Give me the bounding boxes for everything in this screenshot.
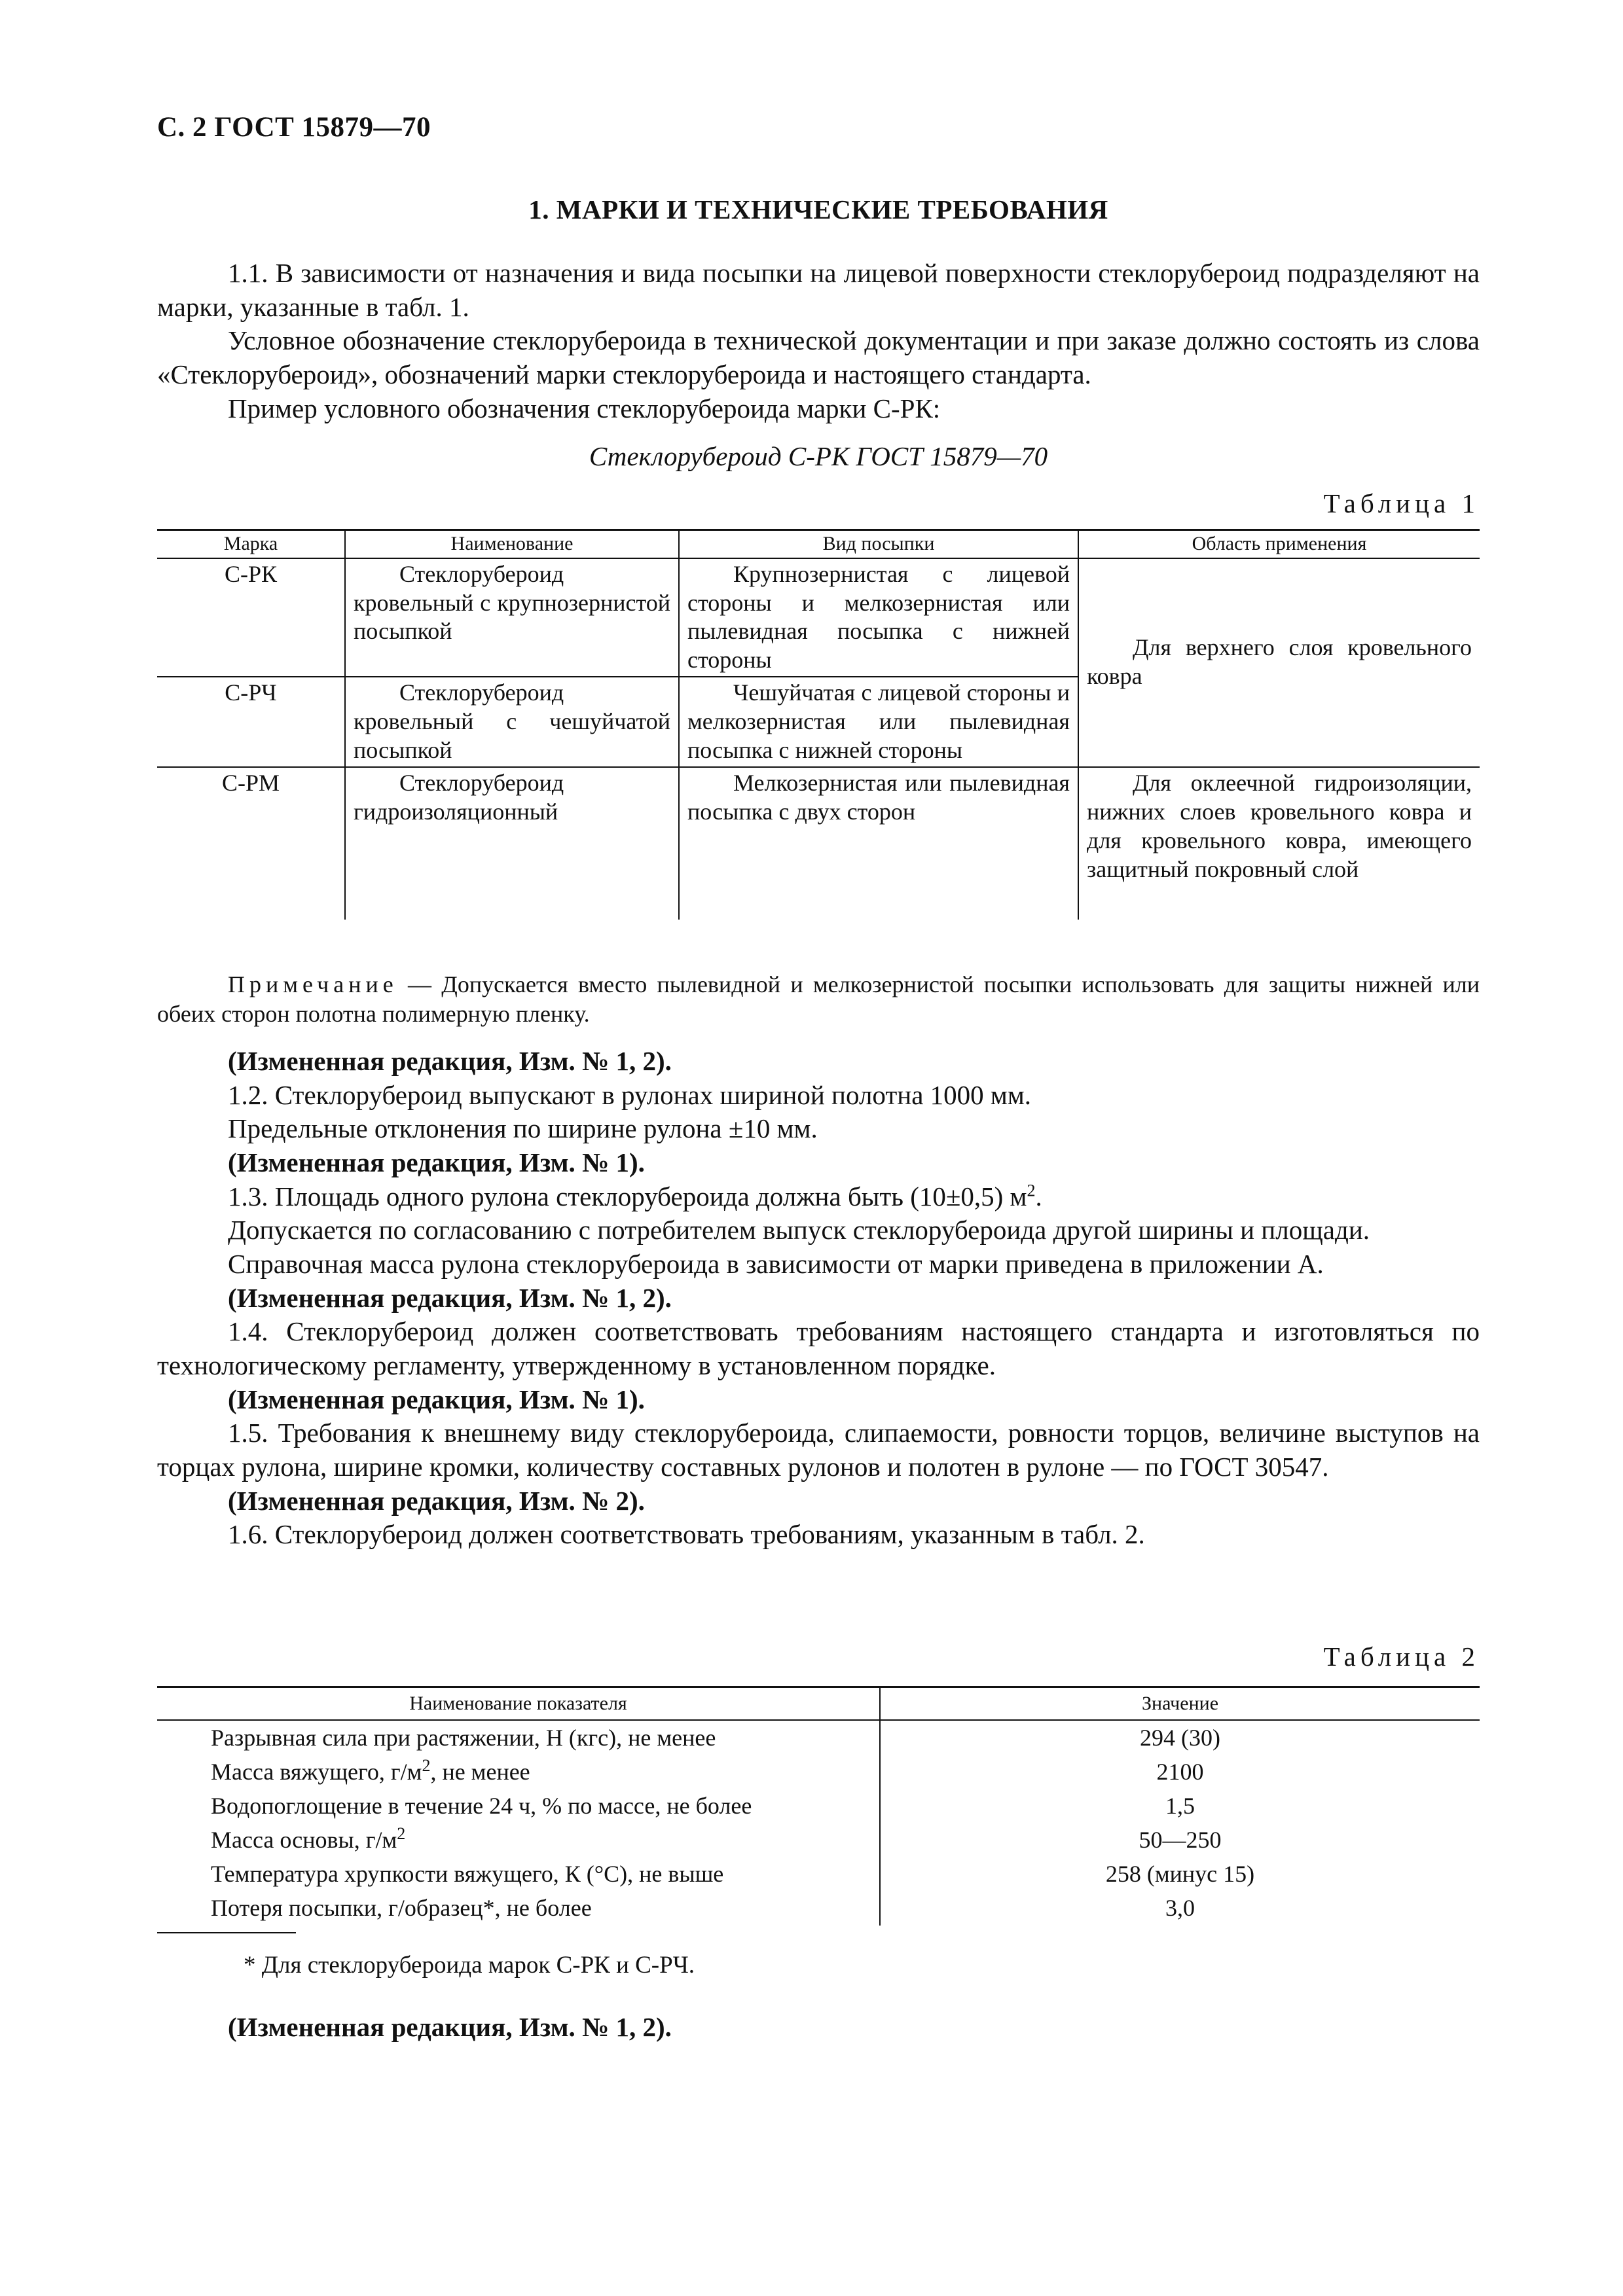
revision-note: (Измененная редакция, Изм. № 1, 2).	[228, 1282, 672, 1313]
table-2-cell-value: 3,0	[880, 1891, 1480, 1925]
table-2-cell-name: Разрывная сила при растяжении, Н (кгс), не менее	[211, 1724, 716, 1751]
table-row	[157, 767, 1480, 920]
paragraph-1-3: 1.3. Площадь одного рулона стеклорубероида должна быть (10±0,5) $м^2$.	[228, 1180, 1042, 1211]
table-1-cell-mark: С-РЧ	[157, 677, 345, 767]
table-1-cell-area-merged: Для верхнего слоя кровельного ковра	[1078, 558, 1480, 767]
table-2-cell-value: 258 (минус 15)	[880, 1857, 1480, 1891]
table-2-cell-name: Температура хрупкости вяжущего, К (°С), не выше	[211, 1861, 724, 1888]
table-1-header-name: Наименование	[345, 530, 679, 558]
table-1-cell-mark: С-РК	[157, 558, 345, 677]
table-2-cell-name: Масса вяжущего, $г/м^2$, не менее	[211, 1755, 530, 1785]
paragraph-1-5: 1.5. Требования к внешнему виду стеклорубероида, слипаемости, ровности торцов, величине выступов на торцах рулона, ширине кромки, количеству составных рулонов и полотен в рулоне — по ГОСТ 30547.	[157, 1418, 1480, 1482]
intro-block	[157, 257, 1480, 425]
table-2	[157, 1686, 1480, 1926]
table-2-cell-name: Потеря посыпки, г/образец*, не более	[211, 1895, 592, 1922]
table-2-cell-name: Масса основы, $г/м^2$	[211, 1824, 406, 1854]
note-label: Примечание	[228, 971, 398, 997]
table-1-cell-name: Стеклорубероид кровельный с крупнозернистой посыпкой	[345, 558, 679, 677]
table-row	[157, 1789, 1480, 1823]
table-1-cell-name: Стеклорубероид гидроизоляционный	[345, 767, 679, 920]
paragraph-1-4: 1.4. Стеклорубероид должен соответствовать требованиям настоящего стандарта и изготовляться по технологическому регламенту, утвержденному в установленном порядке.	[157, 1316, 1480, 1380]
table-1-cell-mark: С-РМ	[221, 769, 280, 796]
table-1-cell-area: Для оклеечной гидроизоляции, нижних слоев кровельного ковра и для кровельного ковра, имеющего защитный покровный слой	[1078, 767, 1480, 920]
footnote: * Для стеклорубероида марок С-РК и С-РЧ.	[244, 1952, 695, 1979]
table-1-header-area: Область применения	[1078, 530, 1480, 558]
table-1-caption: Таблица 1	[1323, 488, 1480, 518]
table-row	[157, 1755, 1480, 1789]
paragraph-designation: Условное обозначение стеклорубероида в технической документации и при заказе должно состоять из слова «Стеклорубероид», обозначений марки стеклорубероида и настоящего стандарта.	[157, 325, 1480, 389]
table-1-cell-dressing: Крупнозернистая с лицевой стороны и мелкозернистая или пылевидная посыпка с нижней стороны	[679, 558, 1078, 677]
table-2-header-value: Значение	[880, 1687, 1480, 1720]
table-1-cell-name: Стеклорубероид кровельный с чешуйчатой посыпкой	[345, 677, 679, 767]
table-row	[157, 1891, 1480, 1925]
table-row	[157, 1720, 1480, 1755]
table-row	[157, 1823, 1480, 1857]
table-1-cell-dressing: Чешуйчатая с лицевой стороны и мелкозернистая или пылевидная посыпка с нижней стороны	[679, 677, 1078, 767]
table-1-header-dressing: Вид посыпки	[679, 530, 1078, 558]
table-1-header-mark: Марка	[157, 530, 345, 558]
table-1-cell-dressing: Мелкозернистая или пылевидная посыпка с двух сторон	[679, 767, 1078, 920]
example-designation: Стеклорубероид С-РК ГОСТ 15879—70	[589, 441, 1048, 471]
table-2-cell-value: 1,5	[880, 1789, 1480, 1823]
table-2-cell-value: 2100	[880, 1755, 1480, 1789]
table-row	[157, 558, 1480, 677]
revision-note: (Измененная редакция, Изм. № 1, 2).	[228, 1046, 672, 1076]
note-text: — Допускается вместо пылевидной и мелкозернистой посыпки использовать для защиты нижней или обеих сторон полотна полимерную пленку.	[157, 971, 1480, 1027]
paragraph-other-width: Допускается по согласованию с потребителем выпуск стеклорубероида другой ширины и площади.	[228, 1215, 1370, 1246]
table-2-caption: Таблица 2	[1323, 1641, 1480, 1672]
revision-note: (Измененная редакция, Изм. № 1).	[228, 1384, 645, 1414]
table-1	[157, 529, 1480, 920]
table-2-cell-value: 50—250	[880, 1823, 1480, 1857]
paragraph-reference-mass: Справочная масса рулона стеклорубероида в зависимости от марки приведена в приложении А.	[228, 1248, 1324, 1279]
table-2-cell-value: 294 (30)	[880, 1720, 1480, 1755]
revision-note: (Измененная редакция, Изм. № 1, 2).	[228, 2012, 672, 2042]
paragraph-width-deviation: Предельные отклонения по ширине рулона ±10 мм.	[228, 1113, 818, 1144]
footnote-divider	[157, 1932, 296, 1933]
revision-note: (Измененная редакция, Изм. № 1).	[228, 1147, 645, 1177]
paragraph-1-1: 1.1. В зависимости от назначения и вида посыпки на лицевой поверхности стеклорубероид подразделяют на марки, указанные в табл. 1.	[157, 258, 1480, 322]
table-2-header-name: Наименование показателя	[157, 1687, 880, 1720]
revision-note: (Измененная редакция, Изм. № 2).	[228, 1485, 645, 1516]
section-title: 1. МАРКИ И ТЕХНИЧЕСКИЕ ТРЕБОВАНИЯ	[528, 194, 1108, 224]
table-2-cell-name: Водопоглощение в течение 24 ч, % по массе, не более	[211, 1792, 752, 1819]
paragraph-example: Пример условного обозначения стеклорубероида марки С-РК:	[228, 393, 941, 423]
paragraph-1-6: 1.6. Стеклорубероид должен соответствовать требованиям, указанным в табл. 2.	[228, 1519, 1145, 1550]
table-row	[157, 1857, 1480, 1891]
paragraph-1-2: 1.2. Стеклорубероид выпускают в рулонах шириной полотна 1000 мм.	[228, 1079, 1032, 1110]
page-header: С. 2 ГОСТ 15879—70	[157, 112, 431, 143]
requirements-block	[157, 1045, 1480, 1552]
table-1-note	[157, 970, 1480, 1029]
